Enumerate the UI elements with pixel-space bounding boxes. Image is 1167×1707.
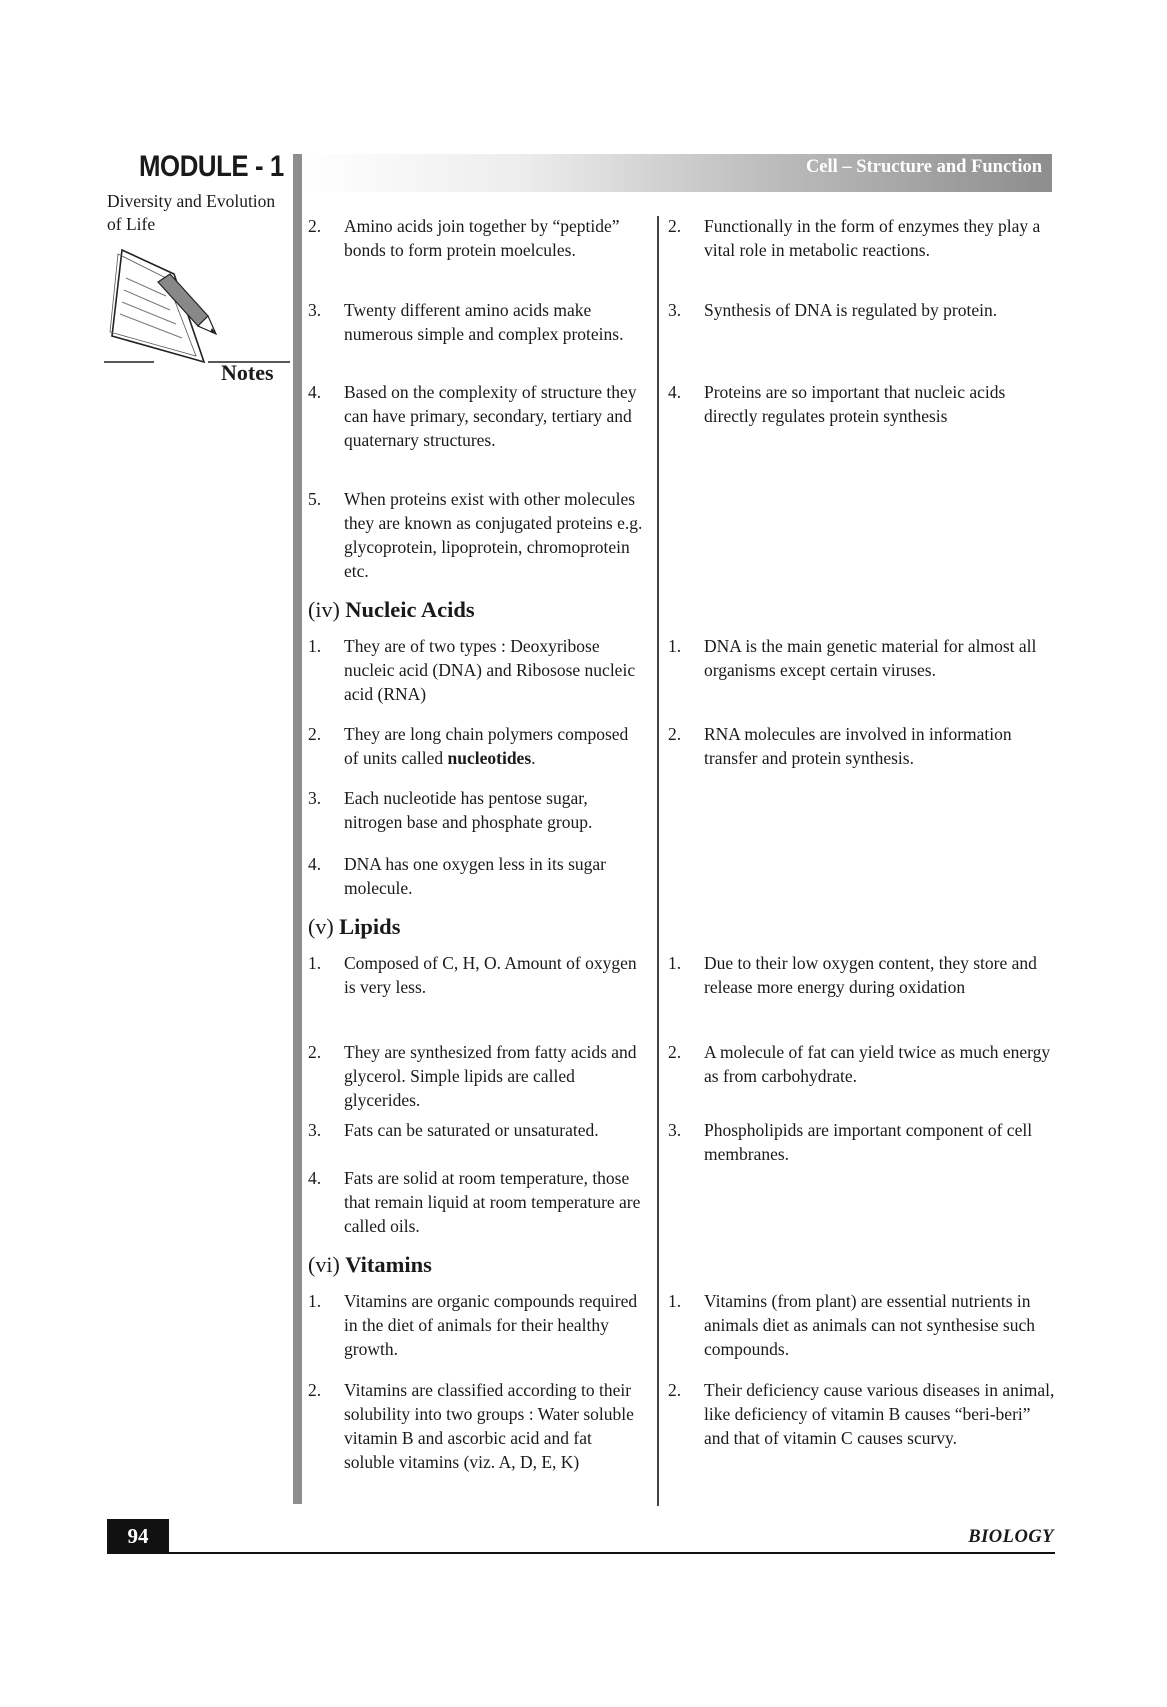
item-number: 3. [308,300,322,320]
item-text: RNA molecules are involved in information transfer and protein synthesis. [704,724,1012,768]
list-item [308,1166,644,1238]
item-number: 4. [308,1168,322,1188]
module-subtitle-line1: Diversity and Evolution [107,191,276,211]
section-heading-lipids [308,913,400,941]
item-number: 5. [308,489,322,509]
item-number: 2. [668,1380,682,1400]
chapter-title: Cell – Structure and Function [805,157,1042,177]
item-number: 2. [308,1042,322,1062]
list-item [308,1378,644,1474]
item-text [344,722,644,770]
item-text: Due to their low oxygen content, they store and release more energy during oxidation [704,953,1037,997]
item-text: Their deficiency cause various diseases in animal, like deficiency of vitamin B causes “beri-beri” and that of vitamin C causes scurvy. [704,1380,1055,1448]
list-item [308,1289,644,1361]
item-number: 1. [308,1291,322,1311]
section-title: Lipids [339,914,401,939]
item-number: 1. [668,1291,682,1311]
item-number: 2. [308,216,322,236]
item-text: Each nucleotide has pentose sugar, nitrogen base and phosphate group. [344,788,593,832]
section-title: Vitamins [345,1252,432,1277]
item-text: Composed of C, H, O. Amount of oxygen is very less. [344,953,637,997]
list-item [308,487,644,583]
item-number: 1. [308,953,322,973]
list-item [668,380,1058,428]
item-number: 1. [668,953,682,973]
list-item [308,214,644,262]
page-number: 94 [107,1519,169,1554]
list-item [308,722,644,770]
list-item [668,1040,1058,1088]
item-number: 3. [668,1120,682,1140]
section-roman-numeral: (v) [308,914,334,939]
item-text: Phospholipids are important component of cell membranes. [704,1120,1033,1164]
item-text: Based on the complexity of structure they can have primary, secondary, tertiary and quaternary structures. [344,382,637,450]
item-text: DNA has one oxygen less in its sugar molecule. [344,854,606,898]
item-number: 3. [308,788,322,808]
left-margin-bar [293,154,302,1504]
item-number: 2. [308,724,322,744]
chapter-header-band [302,154,1052,192]
item-number: 2. [668,724,682,744]
footer-subject: BIOLOGY [968,1527,1054,1547]
list-item [308,1040,644,1112]
item-text: They are of two types : Deoxyribose nucleic acid (DNA) and Ribosose nucleic acid (RNA) [344,636,636,704]
list-item [308,380,644,452]
item-text-part: . [531,748,536,768]
section-heading-vitamins [308,1251,432,1279]
item-number: 4. [308,854,322,874]
module-title: MODULE - 1 [139,150,284,183]
item-text: Synthesis of DNA is regulated by protein. [704,300,998,320]
list-item [308,1118,644,1142]
item-text: DNA is the main genetic material for almost all organisms except certain viruses. [704,636,1037,680]
list-item [668,298,1058,322]
list-item [308,298,644,346]
list-item [668,722,1058,770]
section-roman-numeral: (iv) [308,597,340,622]
section-roman-numeral: (vi) [308,1252,340,1277]
notepad-pencil-icon [104,244,290,368]
item-text: Proteins are so important that nucleic acids directly regulates protein synthesis [704,382,1006,426]
item-number: 4. [308,382,322,402]
item-number: 1. [308,636,322,656]
list-item [308,786,644,834]
list-item [308,951,644,999]
notes-label: Notes [221,360,274,385]
item-number: 1. [668,636,682,656]
item-text: They are synthesized from fatty acids and glycerol. Simple lipids are called glycerides. [344,1042,637,1110]
list-item [308,634,644,706]
item-text: Vitamins are organic compounds required in the diet of animals for their healthy growth. [344,1291,638,1359]
column-divider [657,216,659,1506]
item-text: Amino acids join together by “peptide” bonds to form protein moelcules. [344,216,620,260]
item-text: Twenty different amino acids make numerous simple and complex proteins. [344,300,624,344]
item-text: A molecule of fat can yield twice as much energy as from carbohydrate. [704,1042,1051,1086]
item-text: Vitamins (from plant) are essential nutrients in animals diet as animals can not synthesise such compounds. [704,1291,1035,1359]
item-text: When proteins exist with other molecules they are known as conjugated proteins e.g. glycoprotein, lipoprotein, chromoprotein etc. [344,489,643,581]
item-text: Vitamins are classified according to their solubility into two groups : Water soluble vitamin B and ascorbic acid and fat soluble vitamins (viz. A, D, E, K) [344,1380,634,1472]
section-title: Nucleic Acids [345,597,475,622]
item-text: Fats can be saturated or unsaturated. [344,1120,599,1140]
item-text-part: They are long chain polymers composed of units called [344,724,629,768]
footer-rule [107,1552,1055,1554]
list-item [308,852,644,900]
module-subtitle [107,190,287,236]
list-item [668,214,1058,262]
item-number: 2. [668,216,682,236]
list-item [668,1289,1058,1361]
item-number: 2. [668,1042,682,1062]
list-item [668,1378,1058,1450]
item-text: Fats are solid at room temperature, those that remain liquid at room temperature are called oils. [344,1168,641,1236]
item-text: Functionally in the form of enzymes they play a vital role in metabolic reactions. [704,216,1041,260]
section-heading-nucleic-acids [308,596,475,624]
list-item [668,634,1058,682]
item-text-bold: nucleotides [447,748,532,768]
item-number: 4. [668,382,682,402]
list-item [668,951,1058,999]
module-subtitle-line2: of Life [107,214,156,234]
list-item [668,1118,1058,1166]
item-number: 2. [308,1380,322,1400]
item-number: 3. [308,1120,322,1140]
item-number: 3. [668,300,682,320]
